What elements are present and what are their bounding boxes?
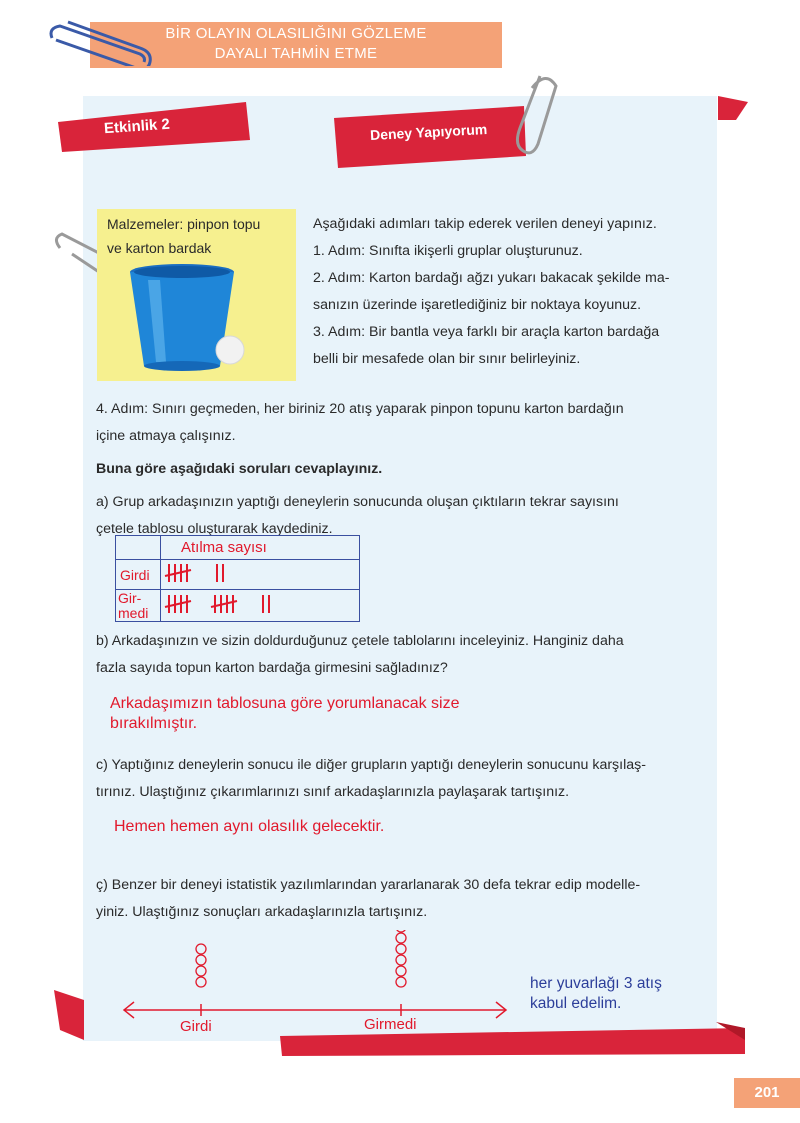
answer-c: Hemen hemen aynı olasılık gelecektir.: [114, 818, 385, 835]
tally-row-girmedi-label-line1: Gir-: [118, 589, 142, 606]
question-a-line2: çetele tablosu oluşturarak kaydediniz.: [96, 521, 333, 537]
question-c-line2: tırınız. Ulaştığınız çıkarımlarınızı sınıf arkadaşlarınızla paylaşarak tartışınız.: [96, 784, 570, 800]
step-2-line2: sanızın üzerinde işaretlediğiniz bir noktaya koyunuz.: [313, 297, 642, 313]
materials-text: [107, 212, 292, 260]
dot-circle: [396, 944, 406, 954]
page-number: 201: [734, 1078, 800, 1108]
dotplot-label-girmedi: Girmedi: [364, 1016, 417, 1033]
cup-and-ball-illustration: [120, 262, 260, 374]
steps-block: [313, 211, 703, 373]
step-1: 1. Adım: Sınıfta ikişerli gruplar oluşturunuz.: [313, 243, 583, 259]
answer-b: [110, 694, 460, 734]
tally-table: [115, 535, 360, 622]
dot-circle: [396, 930, 406, 932]
step-4-line1: 4. Adım: Sınırı geçmeden, her biriniz 20 atış yaparak pinpon topunu karton bardağın: [96, 401, 624, 417]
main-text: [96, 396, 706, 543]
step-4-line2: içine atmaya çalışınız.: [96, 428, 236, 444]
questions-title: Buna göre aşağıdaki soruları cevaplayınız.: [96, 461, 383, 477]
dotplot-note-line2: kabul edelim.: [530, 995, 622, 1012]
step-3-line1: 3. Adım: Bir bantla veya farklı bir araçla karton bardağa: [313, 324, 660, 340]
question-c-line1: c) Yaptığınız deneylerin sonucu ile diğer grupların yaptığı deneylerin sonucunu karşılaş-: [96, 757, 646, 773]
dot-circle: [196, 977, 206, 987]
dotplot-note: [530, 974, 662, 1014]
header-title-line2: DAYALI TAHMİN ETME: [214, 45, 378, 62]
tally-marks-girmedi: [161, 591, 351, 617]
tally-row-girmedi-label: [116, 590, 161, 622]
answer-b-line2: bırakılmıştır.: [110, 715, 198, 732]
tally-row-girdi-label: Girdi: [116, 560, 161, 590]
dot-circle: [196, 955, 206, 965]
step-2-line1: 2. Adım: Karton bardağı ağzı yukarı bakacak şekilde ma-: [313, 270, 670, 286]
dot-plot: [110, 930, 530, 1040]
dotplot-note-line1: her yuvarlağı 3 atış: [530, 975, 662, 992]
deney-label: Deney Yapıyorum: [369, 120, 488, 144]
question-b-line2: fazla sayıda topun karton bardağa girmesini sağladınız?: [96, 660, 448, 676]
dot-plot-circles: [196, 930, 406, 987]
question-d-line2: yiniz. Ulaştığınız sonuçları arkadaşlarınızla tartışınız.: [96, 904, 428, 920]
header-title-line1: BİR OLAYIN OLASILIĞINI GÖZLEME: [165, 25, 427, 42]
question-c: [96, 752, 706, 806]
question-d-line1: ç) Benzer bir deneyi istatistik yazılımlarından yararlanarak 30 defa tekrar edip modelle-: [96, 877, 641, 893]
dotplot-label-girdi: Girdi: [180, 1018, 212, 1035]
question-d: [96, 872, 706, 926]
dot-circle: [196, 966, 206, 976]
tally-marks-girdi: [161, 560, 351, 586]
dot-circle: [396, 955, 406, 965]
dot-circle: [396, 966, 406, 976]
tally-row-girmedi-label-line2: medi: [118, 604, 149, 621]
materials-line1: Malzemeler: pinpon topu: [107, 216, 261, 232]
tally-row-girdi-marks: [161, 560, 360, 590]
answer-b-line1: Arkadaşımızın tablosuna göre yorumlanacak size: [110, 695, 460, 712]
question-b: [96, 628, 706, 682]
tally-header: Atılma sayısı: [161, 536, 360, 560]
materials-line2: ve karton bardak: [107, 240, 212, 256]
dot-circle: [196, 944, 206, 954]
dot-circle: [396, 977, 406, 987]
etkinlik-label: Etkinlik 2: [103, 115, 171, 138]
intro-text: Aşağıdaki adımları takip ederek verilen deneyi yapınız.: [313, 216, 657, 232]
tally-row-girmedi-marks: [161, 590, 360, 622]
question-a-line1: a) Grup arkadaşınızın yaptığı deneylerin sonucunda oluşan çıktıların tekrar sayısını: [96, 494, 619, 510]
question-b-line1: b) Arkadaşınızın ve sizin doldurduğunuz çetele tablolarını inceleyiniz. Hanginiz daha: [96, 633, 624, 649]
dot-circle: [396, 933, 406, 943]
step-3-line2: belli bir mesafede olan bir sınır belirleyiniz.: [313, 351, 581, 367]
